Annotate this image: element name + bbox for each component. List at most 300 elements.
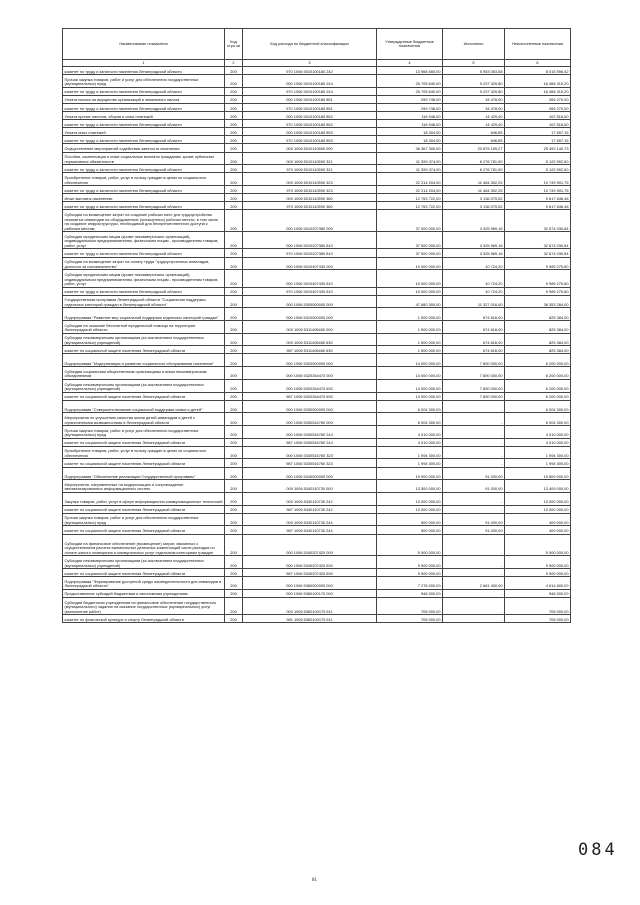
row-executed: 4 325 969,16 (443, 210, 505, 232)
row-approved: 500 000,00 (377, 513, 443, 526)
row-unexecuted: 25 492 140,73 (505, 144, 571, 152)
row-name: Подпрограмма "Формирование доступной среды жизнедеятельности для инвалидов в Ленинградской области" (63, 577, 225, 590)
table-row (63, 67, 571, 75)
row-executed: 9 237 329,80 (443, 87, 505, 95)
row-line-code: 200 (225, 597, 243, 614)
row-line-code: 200 (225, 513, 243, 526)
row-line-code: 200 (225, 505, 243, 513)
row-name: Приобретение товаров, работ, услуг в пользу граждан в целях их социального обеспечения (63, 446, 225, 459)
row-name: Уплата прочих налогов, сборов и иных платежей (63, 112, 225, 120)
row-approved: 14 000 000,00 (377, 379, 443, 392)
row-approved: 10 000 000,00 (377, 257, 443, 270)
table-row (63, 308, 571, 321)
table-row (63, 270, 571, 287)
row-budget-code: 000 1006 5010110590 321 (243, 152, 377, 165)
row-approved: 1 500 000,00 (377, 321, 443, 334)
table-row (63, 367, 571, 380)
row-line-code: 200 (225, 615, 243, 623)
table-row (63, 186, 571, 194)
row-unexecuted: 17 657,15 (505, 128, 571, 136)
row-unexecuted: 32 674 030,84 (505, 249, 571, 257)
row-approved: 37 000 000,00 (377, 210, 443, 232)
row-line-code: 200 (225, 467, 243, 480)
row-approved: 37 000 000,00 (377, 232, 443, 249)
table-header-row (63, 29, 571, 60)
row-unexecuted: 6 004 300,00 (505, 400, 571, 413)
row-name: Подпрограмма "Развитие мер социальной поддержки отдельных категорий граждан" (63, 308, 225, 321)
row-executed: 91 000,00 (443, 467, 505, 480)
table-row (63, 257, 571, 270)
row-budget-code: 000 1006 5010407430 810 (243, 270, 377, 287)
row-budget-code: 000 1006 5360000000 000 (243, 577, 377, 590)
row-approved: 299 748,00 (377, 95, 443, 103)
row-approved: 5 500 000,00 (377, 569, 443, 577)
row-line-code: 200 (225, 136, 243, 144)
row-executed: 3 136 075,52 (443, 194, 505, 202)
row-line-code: 200 (225, 392, 243, 400)
table-row (63, 492, 571, 505)
table-row (63, 556, 571, 569)
col-number: 2 (225, 60, 243, 67)
row-budget-code: 970 1006 5010100180 852 (243, 120, 377, 128)
row-approved: 7 276 000,00 (377, 577, 443, 590)
header-unexecuted: Неисполненные назначения (505, 29, 571, 60)
table-row (63, 95, 571, 103)
table-row (63, 287, 571, 295)
row-budget-code: 970 1006 5010407430 810 (243, 287, 377, 295)
row-budget-code: 000 1006 5010100180 852 (243, 112, 377, 120)
table-row (63, 505, 571, 513)
row-executed: 7 800 000,00 (443, 367, 505, 380)
table-row (63, 75, 571, 88)
table-row (63, 513, 571, 526)
row-line-code: 200 (225, 75, 243, 88)
row-approved: 25 705 640,00 (377, 75, 443, 88)
row-line-code: 200 (225, 346, 243, 354)
table-row (63, 615, 571, 623)
table-row (63, 103, 571, 111)
row-budget-code: 970 1006 5010110590 323 (243, 186, 377, 194)
row-line-code: 200 (225, 165, 243, 173)
row-approved: 46 367 300,00 (377, 144, 443, 152)
row-approved: 1 994 300,00 (377, 446, 443, 459)
row-name: комитет по труду и занятости населения Ленинградской области (63, 103, 225, 111)
page-number: 81 (312, 878, 317, 883)
row-line-code: 200 (225, 492, 243, 505)
row-unexecuted: 36 353 284,00 (505, 295, 571, 308)
row-approved: 13 500 000,00 (377, 480, 443, 493)
row-approved: 19 900 000,00 (377, 467, 443, 480)
row-approved: 1 500 000,00 (377, 346, 443, 354)
row-name: Мероприятия, направленные на модернизацию и сопровождение автоматизированных информационных систем (63, 480, 225, 493)
budget-execution-table (62, 28, 571, 623)
row-unexecuted: 9 989 275,80 (505, 270, 571, 287)
row-executed: 2 661 400,00 (443, 577, 505, 590)
row-approved: 18 304,00 (377, 136, 443, 144)
table-row (63, 459, 571, 467)
row-unexecuted: 13 000 000,00 (505, 492, 571, 505)
row-executed: - (443, 534, 505, 556)
row-name: Прочая закупка товаров, работ и услуг для обеспечения государственных (муниципальных) нужд (63, 513, 225, 526)
row-budget-code: 000 1006 5360100170 000 (243, 589, 377, 597)
row-line-code: 200 (225, 480, 243, 493)
row-approved: 13 000 000,00 (377, 505, 443, 513)
row-budget-code: 000 1006 5340207420 000 (243, 534, 377, 556)
row-approved: 12 753 722,00 (377, 194, 443, 202)
row-name: Субсидии некоммерческим организациям (за исключением государственных (муниципальных) учреждений) (63, 333, 225, 346)
row-line-code: 200 (225, 295, 243, 308)
row-line-code: 200 (225, 249, 243, 257)
row-name: Подпрограмма "Совершенствование социальной поддержки семьи и детей" (63, 400, 225, 413)
row-budget-code: 987 1006 5311406460 630 (243, 346, 377, 354)
row-approved: 10 000 000,00 (377, 287, 443, 295)
row-line-code: 200 (225, 526, 243, 534)
row-unexecuted: 4 010 000,00 (505, 426, 571, 439)
row-budget-code: 970 1006 5010110590 321 (243, 165, 377, 173)
row-line-code: 200 (225, 577, 243, 590)
row-name: Субсидии некоммерческим организациям (за исключением государственных (муниципальных) учреждений) (63, 379, 225, 392)
row-executed: - (443, 597, 505, 614)
row-approved: 5 500 000,00 (377, 556, 443, 569)
table-row (63, 379, 571, 392)
row-budget-code: 000 1006 5310000000 000 (243, 308, 377, 321)
table-row (63, 597, 571, 614)
table-row (63, 569, 571, 577)
row-name: Уплата иных платежей (63, 128, 225, 136)
row-executed: 646,85 (443, 128, 505, 136)
row-line-code: 200 (225, 103, 243, 111)
row-executed: 11 464 302,25 (443, 173, 505, 186)
row-name: Субсидии на возмещение затрат на оплату труда "трудоустроенных инвалидов, допологи за наставничество" (63, 257, 225, 270)
row-unexecuted: 10 749 901,75 (505, 173, 571, 186)
row-name: комитет по социальной защите населения Ленинградской области (63, 346, 225, 354)
row-line-code: 200 (225, 95, 243, 103)
row-name: Предоставление субсидий бюджетным и автономным учреждениям (63, 589, 225, 597)
row-name: Субсидии некоммерческим организациям (за исключением государственных (муниципальных) учреждений) (63, 556, 225, 569)
row-executed: 646,85 (443, 136, 505, 144)
row-budget-code: 000 1006 5340000000 000 (243, 467, 377, 480)
row-budget-code: 000 1006 5010110590 323 (243, 173, 377, 186)
row-unexecuted: 32 674 030,84 (505, 210, 571, 232)
row-budget-code: 987 1006 5330516760 323 (243, 459, 377, 467)
row-unexecuted: 265 270,00 (505, 103, 571, 111)
row-executed: 7 800 000,00 (443, 392, 505, 400)
row-name: Осуществление мероприятий содействия занятости населения (63, 144, 225, 152)
row-name: комитет по труду и занятости населения Ленинградской области (63, 136, 225, 144)
row-line-code: 200 (225, 400, 243, 413)
row-line-code: 200 (225, 257, 243, 270)
table-row (63, 480, 571, 493)
row-name: комитет по труду и занятости населения Ленинградской области (63, 120, 225, 128)
row-approved: 1 500 000,00 (377, 333, 443, 346)
row-name: Государственная программа Ленинградской области "Социальная поддержка отдельных категорий граждан в Ленинградской области" (63, 295, 225, 308)
row-budget-code: 000 1006 5340110730 244 (243, 513, 377, 526)
row-executed: 34 478,00 (443, 95, 505, 103)
row-unexecuted: 1 994 300,00 (505, 459, 571, 467)
row-unexecuted: 6 004 300,00 (505, 413, 571, 426)
row-unexecuted: 825 384,00 (505, 321, 571, 334)
row-executed: 674 616,00 (443, 321, 505, 334)
row-approved: 708 000,00 (377, 615, 443, 623)
row-unexecuted: 708 000,00 (505, 615, 571, 623)
row-executed: 6 276 781,50 (443, 152, 505, 165)
row-line-code: 200 (225, 333, 243, 346)
row-line-code: 200 (225, 379, 243, 392)
row-approved: 4 010 000,00 (377, 438, 443, 446)
row-name: комитет по труду и занятости населения Ленинградской области (63, 287, 225, 295)
row-executed: 9 237 329,80 (443, 75, 505, 88)
row-approved: 6 004 300,00 (377, 400, 443, 413)
row-budget-code: 000 1006 5311406460 630 (243, 333, 377, 346)
table-row (63, 426, 571, 439)
row-budget-code: 970 1006 5010207380 810 (243, 249, 377, 257)
row-approved: 4 010 000,00 (377, 426, 443, 439)
row-line-code: 200 (225, 120, 243, 128)
col-number: 4 (377, 60, 443, 67)
row-budget-code: 000 1006 5320264470 630 (243, 379, 377, 392)
row-executed: 6 276 781,50 (443, 165, 505, 173)
header-approved: Утвержденные бюджетные назначения (377, 29, 443, 60)
table-row (63, 589, 571, 597)
row-approved: 13 000 000,00 (377, 492, 443, 505)
row-budget-code: 981 1006 5360100170 611 (243, 615, 377, 623)
row-unexecuted: 6 200 000,00 (505, 392, 571, 400)
row-unexecuted: 5 500 000,00 (505, 569, 571, 577)
row-name: Прочая закупка товаров, работ и услуг для обеспечения государственных (муниципальных) нужд (63, 426, 225, 439)
handwritten-sheet-number: 084 (578, 840, 618, 860)
row-name: Субсидии на оказание бесплатной юридической помощи на территории Ленинградской области (63, 321, 225, 334)
table-row (63, 333, 571, 346)
row-executed: - (443, 413, 505, 426)
row-line-code: 200 (225, 194, 243, 202)
row-executed: - (443, 492, 505, 505)
header-budget-code: Код расхода по бюджетной классификации (243, 29, 377, 60)
row-approved: 12 753 722,00 (377, 202, 443, 210)
row-executed: 674 616,00 (443, 346, 505, 354)
row-unexecuted: 19 809 000,00 (505, 467, 571, 480)
row-line-code: 200 (225, 569, 243, 577)
row-name: Иные выплаты населению (63, 194, 225, 202)
row-name: Подпрограмма "Модернизация и развитие социального обслуживания населения" (63, 354, 225, 367)
table-row (63, 152, 571, 165)
row-budget-code: 000 1006 5300000000 000 (243, 295, 377, 308)
row-line-code: 200 (225, 446, 243, 459)
row-line-code: 200 (225, 438, 243, 446)
row-approved: 948 000,00 (377, 589, 443, 597)
column-number-row (63, 60, 571, 67)
row-budget-code: 000 1006 5010207380 810 (243, 232, 377, 249)
row-executed: 11 464 302,25 (443, 186, 505, 194)
row-name: Субсидии юридическим лицам (кроме некоммерческих организаций), индивидуальным предпринимателям, физическим лицам - производителям товаров, работ, услуг (63, 232, 225, 249)
row-unexecuted: 8 015 596,42 (505, 67, 571, 75)
row-unexecuted: 16 468 310,20 (505, 87, 571, 95)
row-unexecuted: 265 270,00 (505, 95, 571, 103)
row-budget-code: 970 1006 5010100180 851 (243, 103, 377, 111)
row-budget-code: 000 1006 5320000000 000 (243, 354, 377, 367)
row-budget-code: 000 1006 5010100180 244 (243, 75, 377, 88)
row-approved: 37 000 000,00 (377, 249, 443, 257)
row-line-code: 200 (225, 287, 243, 295)
row-approved: 14 000 000,00 (377, 354, 443, 367)
row-name: Субсидии на финансовое обеспечение (возмещение) затрат, связанных с осуществлением расчета ежемесячных денежных компенсаций части расходов по оплате жилого помещения и коммунальных услуг отдельным категориям граждан (63, 534, 225, 556)
row-unexecuted: 6 200 000,00 (505, 367, 571, 380)
row-line-code: 200 (225, 308, 243, 321)
row-approved: 14 000 000,00 (377, 392, 443, 400)
row-executed: - (443, 446, 505, 459)
row-name: комитет по физической культуре и спорту Ленинградской области (63, 615, 225, 623)
row-unexecuted: 6 200 000,00 (505, 354, 571, 367)
row-executed: - (443, 459, 505, 467)
row-approved: 5 500 000,00 (377, 534, 443, 556)
table-row (63, 346, 571, 354)
row-name: комитет по труду и занятости населения Ленинградской области (63, 87, 225, 95)
row-executed: - (443, 615, 505, 623)
row-line-code: 200 (225, 210, 243, 232)
table-row (63, 87, 571, 95)
table-row (63, 413, 571, 426)
row-budget-code: 000 1006 5360100170 611 (243, 597, 377, 614)
row-unexecuted: 948 000,00 (505, 589, 571, 597)
row-approved: 14 000 000,00 (377, 367, 443, 380)
row-unexecuted: 4 614 600,00 (505, 577, 571, 590)
row-line-code: 200 (225, 426, 243, 439)
row-line-code: 200 (225, 144, 243, 152)
row-line-code: 200 (225, 186, 243, 194)
col-number: 6 (505, 60, 571, 67)
row-budget-code: 970 1006 5010110590 360 (243, 202, 377, 210)
row-executed: - (443, 589, 505, 597)
table-row (63, 144, 571, 152)
row-executed: 14 429,40 (443, 112, 505, 120)
table-row (63, 354, 571, 367)
row-executed: 20 875 159,27 (443, 144, 505, 152)
table-row (63, 321, 571, 334)
row-budget-code: 970 1006 5010100180 244 (243, 87, 377, 95)
row-executed: 10 724,20 (443, 257, 505, 270)
row-executed: 674 616,00 (443, 333, 505, 346)
row-line-code: 200 (225, 173, 243, 186)
row-executed: 7 800 000,00 (443, 354, 505, 367)
row-unexecuted: 102 518,60 (505, 112, 571, 120)
row-executed: 674 616,00 (443, 308, 505, 321)
row-executed: 91 000,00 (443, 526, 505, 534)
row-unexecuted: 409 000,00 (505, 526, 571, 534)
row-approved: 116 948,00 (377, 120, 443, 128)
row-executed: - (443, 438, 505, 446)
row-name: Уплата налога на имущество организаций и земельного налога (63, 95, 225, 103)
table-row (63, 194, 571, 202)
row-unexecuted: 825 384,00 (505, 333, 571, 346)
row-unexecuted: 32 674 030,84 (505, 232, 571, 249)
row-line-code: 200 (225, 354, 243, 367)
row-line-code: 200 (225, 459, 243, 467)
table-row (63, 438, 571, 446)
row-approved: 10 000 000,00 (377, 270, 443, 287)
row-executed: 4 325 969,16 (443, 232, 505, 249)
row-approved: 116 948,00 (377, 112, 443, 120)
row-approved: 22 214 204,00 (377, 173, 443, 186)
row-approved: 18 304,00 (377, 128, 443, 136)
row-executed: - (443, 569, 505, 577)
row-executed: 14 429,40 (443, 120, 505, 128)
row-budget-code: 987 1006 5320264470 630 (243, 392, 377, 400)
table-row (63, 400, 571, 413)
row-approved: 47 680 300,00 (377, 295, 443, 308)
row-name: Мероприятия по улучшению качества жизни детей-инвалидов и детей с ограниченными возможностями в Ленинградской области (63, 413, 225, 426)
table-row (63, 295, 571, 308)
table-row (63, 232, 571, 249)
row-line-code: 200 (225, 413, 243, 426)
table-row (63, 210, 571, 232)
row-line-code: 200 (225, 67, 243, 75)
row-executed: 3 136 075,52 (443, 202, 505, 210)
row-budget-code: 000 1006 5010100180 853 (243, 128, 377, 136)
row-unexecuted: 825 384,00 (505, 308, 571, 321)
table-row (63, 165, 571, 173)
row-budget-code: 000 1006 5340207420 630 (243, 556, 377, 569)
table-row (63, 173, 571, 186)
row-budget-code: 000 1006 5010110590 360 (243, 194, 377, 202)
row-approved: 1 500 000,00 (377, 308, 443, 321)
row-unexecuted: 5 500 000,00 (505, 556, 571, 569)
row-unexecuted: 5 122 592,50 (505, 165, 571, 173)
row-executed: 7 800 000,00 (443, 379, 505, 392)
row-unexecuted: 9 617 646,48 (505, 194, 571, 202)
row-approved: 299 748,00 (377, 103, 443, 111)
row-line-code: 200 (225, 232, 243, 249)
table-row (63, 392, 571, 400)
row-executed: 5 953 053,58 (443, 67, 505, 75)
row-executed: - (443, 556, 505, 569)
row-unexecuted: 708 000,00 (505, 597, 571, 614)
row-name: комитет по труду и занятости населения Ленинградской области (63, 186, 225, 194)
row-executed: - (443, 426, 505, 439)
row-budget-code: 000 1006 5320264470 000 (243, 367, 377, 380)
row-executed: 4 325 969,16 (443, 249, 505, 257)
row-budget-code: 000 1006 5330516760 000 (243, 413, 377, 426)
row-budget-code: 000 1006 5010407430 000 (243, 257, 377, 270)
row-unexecuted: 9 617 646,48 (505, 202, 571, 210)
row-budget-code: 970 1006 5010100180 853 (243, 136, 377, 144)
col-number: 5 (443, 60, 505, 67)
row-budget-code: 970 1006 5010100180 242 (243, 67, 377, 75)
row-unexecuted: 409 000,00 (505, 513, 571, 526)
row-unexecuted: 102 518,60 (505, 120, 571, 128)
table-row (63, 136, 571, 144)
row-budget-code: 000 1006 5010207380 000 (243, 210, 377, 232)
row-budget-code: 000 1006 5330000000 000 (243, 400, 377, 413)
row-approved: 11 399 374,00 (377, 165, 443, 173)
row-executed: 10 724,20 (443, 287, 505, 295)
table-row (63, 446, 571, 459)
row-executed: - (443, 400, 505, 413)
row-name: комитет по труду и занятости населения Ленинградской области (63, 67, 225, 75)
table-row (63, 202, 571, 210)
row-unexecuted: 9 989 275,80 (505, 257, 571, 270)
row-budget-code: 000 1006 5330516760 323 (243, 446, 377, 459)
row-unexecuted: 10 749 901,75 (505, 186, 571, 194)
row-line-code: 200 (225, 367, 243, 380)
row-budget-code: 987 1006 5330516760 244 (243, 438, 377, 446)
row-unexecuted: 13 000 000,00 (505, 505, 571, 513)
table-row (63, 112, 571, 120)
table-row (63, 526, 571, 534)
row-name: комитет по труду и занятости населения Ленинградской области (63, 202, 225, 210)
row-approved: 25 705 640,00 (377, 87, 443, 95)
row-approved: 708 000,00 (377, 597, 443, 614)
row-approved: 22 214 204,00 (377, 186, 443, 194)
row-name: комитет по социальной защите населения Ленинградской области (63, 438, 225, 446)
